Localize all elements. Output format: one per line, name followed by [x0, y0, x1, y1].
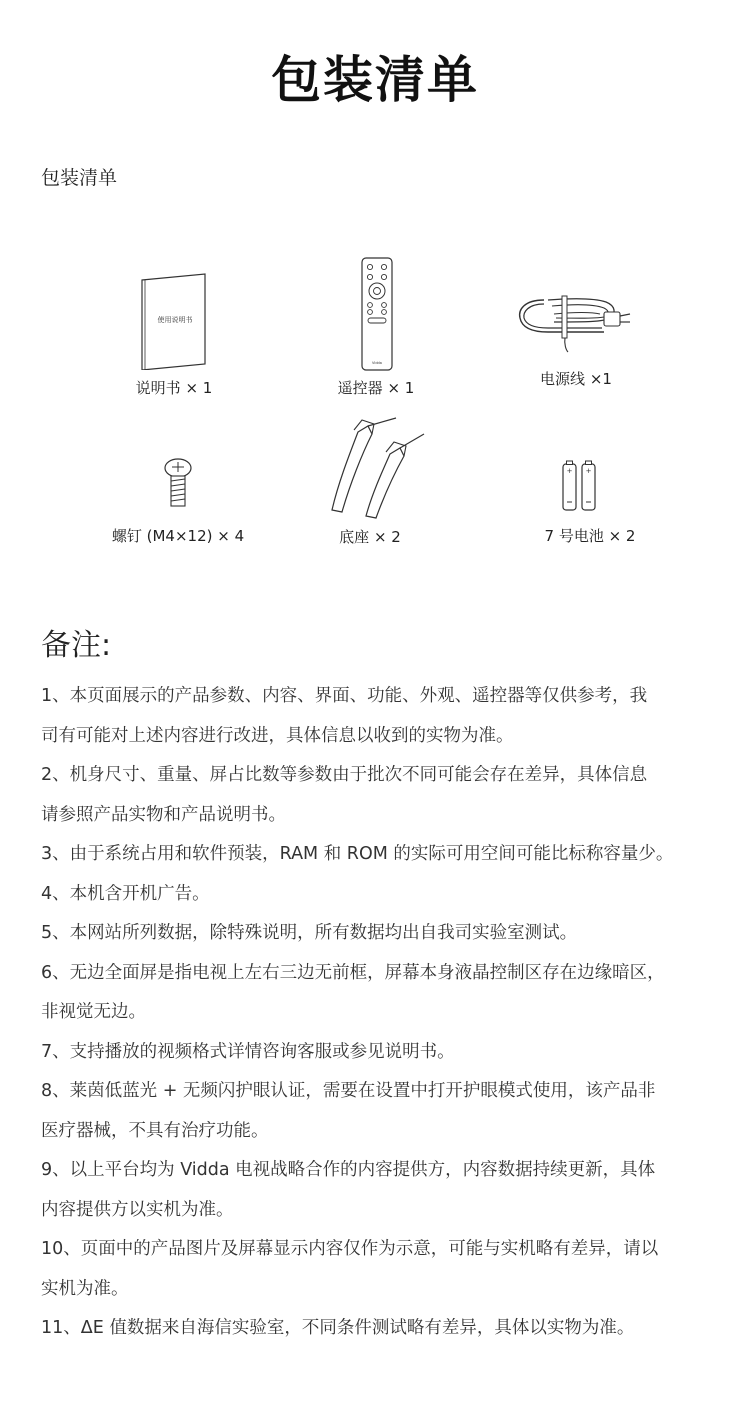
stand-icon: [310, 414, 430, 520]
note-line: 6、无边全面屏是指电视上左右三边无前框，屏幕本身液晶控制区存在边缘暗区，: [41, 962, 665, 983]
manual-icon: [115, 270, 233, 370]
note-line: 3、由于系统占用和软件预装，RAM 和 ROM 的实际可用空间可能比标称容量少。: [41, 844, 674, 864]
notes-heading: 备注:: [41, 628, 112, 663]
item-battery: [520, 460, 660, 548]
note-line: 10、页面中的产品图片及屏幕显示内容仅作为示意，可能与实机略有差异，请以: [41, 1239, 659, 1259]
item-caption: 7 号电池 × 2: [544, 527, 636, 545]
svg-text:+: +: [585, 467, 592, 475]
remote-brand-text: Vidda: [372, 361, 382, 365]
notes-list: [41, 677, 731, 1349]
svg-text:+: +: [566, 467, 573, 475]
item-caption: 电源线 ×1: [540, 370, 612, 388]
power-cord-icon: [514, 292, 638, 354]
item-manual: [115, 270, 233, 400]
note-line: 医疗器械，不具有治疗功能。: [41, 1120, 269, 1141]
note-line: 1、本页面展示的产品参数、内容、界面、功能、外观、遥控器等仅供参考，我: [41, 686, 648, 706]
item-caption: 遥控器 × 1: [337, 379, 415, 397]
item-caption: 底座 × 2: [339, 528, 401, 546]
screw-icon: [100, 458, 256, 510]
item-screw: [100, 458, 256, 548]
note-line: 实机为准。: [41, 1278, 129, 1299]
note-line: 非视觉无边。: [41, 1002, 146, 1022]
item-remote: [316, 256, 436, 400]
note-line: 7、支持播放的视频格式详情咨询客服或参见说明书。: [41, 1041, 455, 1062]
battery-icon: [520, 460, 660, 512]
note-line: 9、以上平台均为 Vidda 电视战略合作的内容提供方，内容数据持续更新，具体: [41, 1160, 656, 1180]
item-caption: 螺钉 (M4×12) × 4: [111, 527, 245, 545]
section-subtitle: 包装清单: [41, 167, 118, 189]
item-power-cord: [514, 292, 638, 392]
note-line: 2、机身尺寸、重量、屏占比数等参数由于批次不同可能会存在差异，具体信息: [41, 765, 648, 785]
note-line: 5、本网站所列数据，除特殊说明，所有数据均出自我司实验室测试。: [41, 923, 578, 943]
note-line: 8、莱茵低蓝光 + 无频闪护眼认证，需要在设置中打开护眼模式使用，该产品非: [41, 1081, 656, 1101]
note-line: 4、本机含开机广告。: [41, 883, 210, 904]
note-line: 11、ΔE 值数据来自海信实验室，不同条件测试略有差异，具体以实物为准。: [41, 1318, 635, 1338]
page-title: 包装清单: [271, 51, 479, 109]
item-caption: 说明书 × 1: [135, 379, 213, 397]
remote-icon: [316, 256, 436, 372]
manual-cover-text: 使用说明书: [157, 316, 193, 324]
note-line: 请参照产品实物和产品说明书。: [41, 804, 286, 825]
note-line: 司有可能对上述内容进行改进，具体信息以收到的实物为准。: [41, 725, 514, 746]
item-stand: [310, 414, 430, 548]
note-line: 内容提供方以实机为准。: [41, 1199, 234, 1220]
